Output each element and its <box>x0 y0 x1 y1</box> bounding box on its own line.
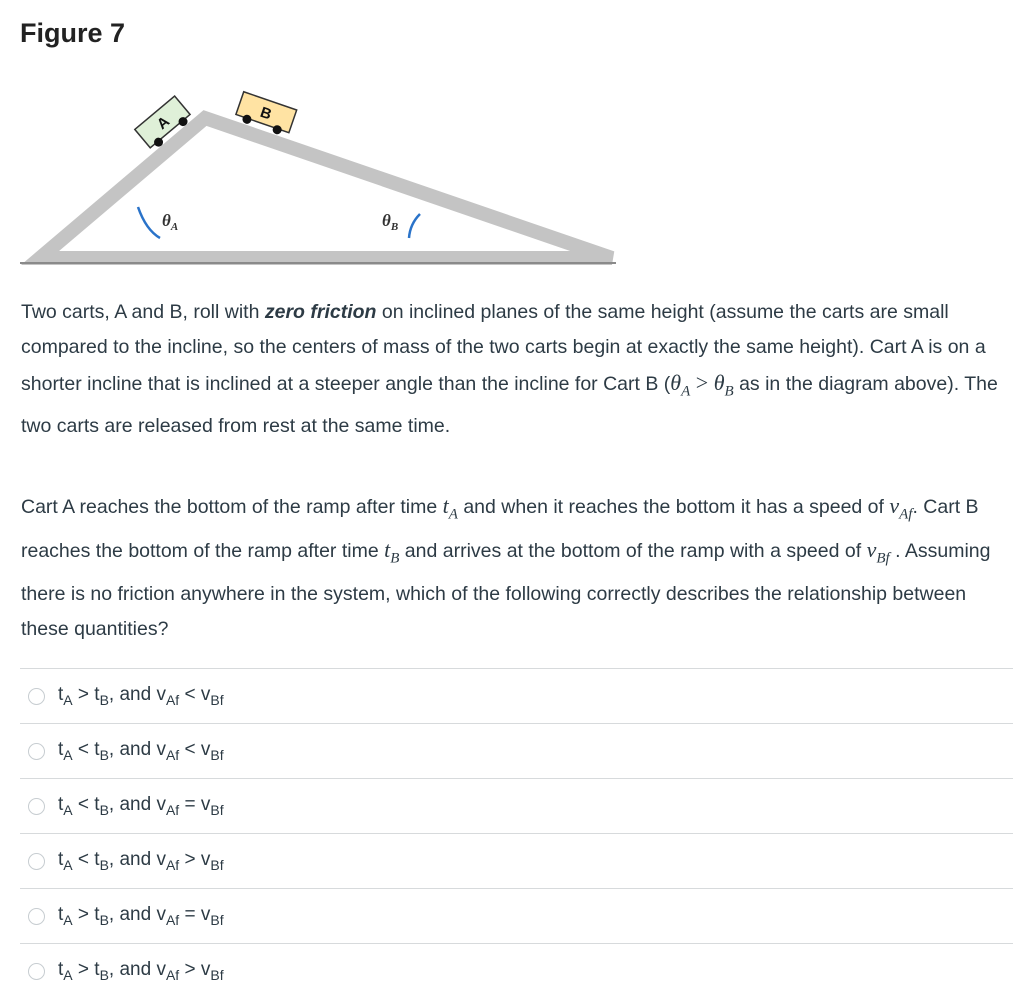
answer-option-3[interactable] <box>20 778 1013 833</box>
incline-diagram <box>0 80 640 280</box>
angle-a-arc <box>138 207 160 238</box>
radio-button[interactable] <box>28 798 45 815</box>
math-ta: $t_A$ <box>442 493 458 523</box>
angle-a-label: $\theta_A$ <box>162 211 179 233</box>
angle-b-label: $\theta_B$ <box>382 211 399 233</box>
answer-text: $t_A > t_B$, and $v_{Af} < v_{Bf}$ <box>58 684 224 708</box>
cart-a-label: A <box>153 113 174 134</box>
question-paragraph-2: Cart A reaches the bottom of the ramp after time $t_A$ and when it reaches the bottom it has a speed of $v_{Af}$. Cart B reaches the bottom of the ramp after time $t_B$ and arrives at the bottom of the ramp with a speed of $v_{Bf}$ . Assuming there is no friction anywhere in the system, which of the following correctly describes the relationship between these quantities? <box>21 493 991 640</box>
answer-option-5[interactable] <box>20 888 1013 943</box>
answer-text: $t_A > t_B$, and $v_{Af} = v_{Bf}$ <box>58 904 224 928</box>
answer-option-2[interactable] <box>20 723 1013 778</box>
answer-text: $t_A < t_B$, and $v_{Af} > v_{Bf}$ <box>58 849 224 873</box>
angle-b-arc <box>409 214 420 238</box>
answer-list <box>20 668 1013 998</box>
zero-friction-emphasis: zero friction <box>264 301 377 323</box>
answer-option-6[interactable] <box>20 943 1013 998</box>
radio-button[interactable] <box>28 908 45 925</box>
radio-button[interactable] <box>28 853 45 870</box>
radio-button[interactable] <box>28 743 45 760</box>
ramp-triangle <box>40 118 612 258</box>
math-tb: $t_B$ <box>384 537 400 567</box>
cart-b-label: B <box>257 103 274 124</box>
answer-option-4[interactable] <box>20 833 1013 888</box>
answer-text: $t_A > t_B$, and $v_{Af} > v_{Bf}$ <box>58 959 224 983</box>
radio-button[interactable] <box>28 963 45 980</box>
question-paragraph-1: Two carts, A and B, roll with zero friction on inclined planes of the same height (assume the carts are small compared to the incline, so the centers of mass of the two carts begin at exactly the same height). Cart A is on a shorter incline that is inclined at a steeper angle than the incline for Cart B ($\theta_A > \theta_B$ as in the diagram above). The two carts are released from rest at the same time. <box>21 301 998 438</box>
math-vbf: $v_{Bf}$ <box>866 537 890 567</box>
answer-text: $t_A < t_B$, and $v_{Af} = v_{Bf}$ <box>58 794 224 818</box>
figure-title: Figure 7 <box>20 18 126 48</box>
radio-button[interactable] <box>28 688 45 705</box>
theta-inequality: $\theta_A > \theta_B$ <box>670 370 734 400</box>
answer-option-1[interactable] <box>20 668 1013 723</box>
answer-text: $t_A < t_B$, and $v_{Af} < v_{Bf}$ <box>58 739 224 763</box>
math-vaf: $v_{Af}$ <box>889 493 913 523</box>
